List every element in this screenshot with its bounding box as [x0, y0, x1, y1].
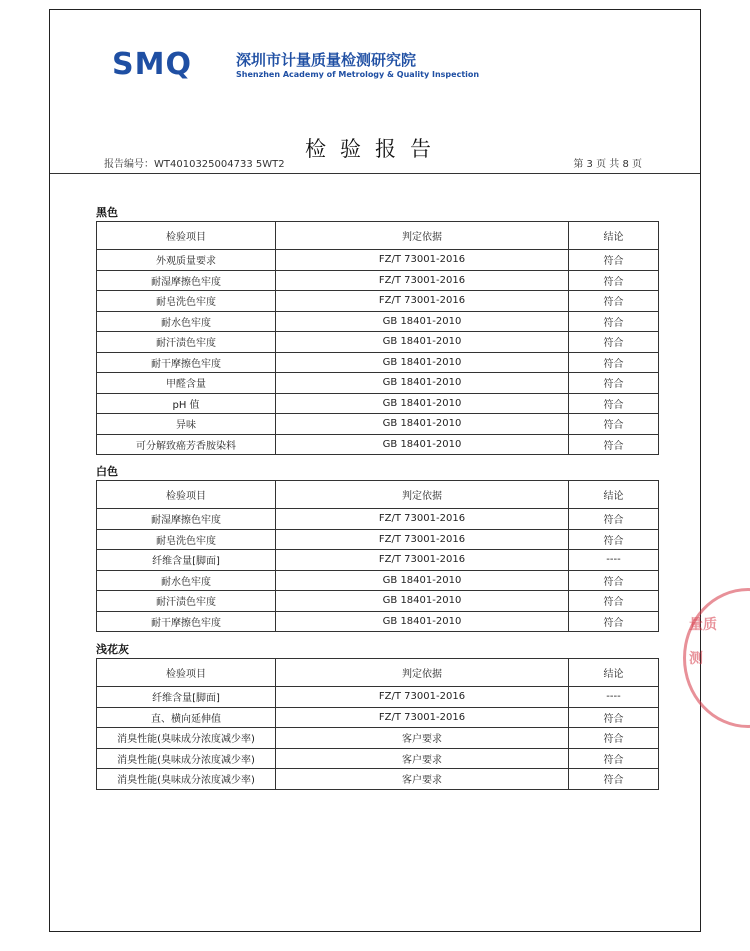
cell-conclusion: 符合 [569, 291, 659, 312]
report-title: 检验报告 [305, 137, 445, 161]
table-row [97, 332, 659, 353]
table-row [97, 311, 659, 332]
section-black [96, 205, 656, 455]
cell-item: 耐干摩擦色牢度 [97, 611, 276, 632]
col-header-basis: 判定依据 [276, 659, 569, 687]
table-row [97, 591, 659, 612]
col-header-conclusion: 结论 [569, 659, 659, 687]
cell-item: 耐水色牢度 [97, 311, 276, 332]
cell-basis: GB 18401-2010 [276, 414, 569, 435]
cell-basis: FZ/T 73001-2016 [276, 250, 569, 271]
cell-basis: FZ/T 73001-2016 [276, 707, 569, 728]
cell-basis: 客户要求 [276, 748, 569, 769]
cell-item: 消臭性能(臭味成分浓度减少率) [97, 728, 276, 749]
col-header-basis: 判定依据 [276, 222, 569, 250]
cell-basis: GB 18401-2010 [276, 311, 569, 332]
cell-basis: 客户要求 [276, 728, 569, 749]
table-row [97, 414, 659, 435]
table-row [97, 550, 659, 571]
cell-conclusion: 符合 [569, 529, 659, 550]
col-header-item: 检验项目 [97, 222, 276, 250]
cell-basis: GB 18401-2010 [276, 434, 569, 455]
cell-conclusion: 符合 [569, 393, 659, 414]
table-row [97, 570, 659, 591]
cell-basis: FZ/T 73001-2016 [276, 529, 569, 550]
cell-conclusion: 符合 [569, 570, 659, 591]
cell-basis: GB 18401-2010 [276, 373, 569, 394]
col-header-conclusion: 结论 [569, 481, 659, 509]
cell-item: 消臭性能(臭味成分浓度减少率) [97, 769, 276, 790]
table-row [97, 769, 659, 790]
cell-basis: GB 18401-2010 [276, 332, 569, 353]
table-header-row [97, 659, 659, 687]
section-title: 浅花灰 [96, 643, 129, 656]
report-page [49, 9, 717, 932]
table-header-row [97, 222, 659, 250]
table-row [97, 352, 659, 373]
cell-conclusion: 符合 [569, 250, 659, 271]
red-seal-stamp [683, 588, 750, 728]
table-row [97, 373, 659, 394]
cell-conclusion: 符合 [569, 728, 659, 749]
cell-conclusion: 符合 [569, 332, 659, 353]
cell-item: 耐汗渍色牢度 [97, 591, 276, 612]
col-header-item: 检验项目 [97, 481, 276, 509]
cell-item: 消臭性能(臭味成分浓度减少率) [97, 748, 276, 769]
cell-item: 耐汗渍色牢度 [97, 332, 276, 353]
table-row [97, 393, 659, 414]
cell-basis: 客户要求 [276, 769, 569, 790]
header-divider [50, 173, 700, 174]
cell-item: 耐湿摩擦色牢度 [97, 509, 276, 530]
section-light-heather-grey [96, 642, 656, 790]
stamp-text: 量质测 [689, 617, 717, 667]
org-name-en: Shenzhen Academy of Metrology & Quality Inspection [236, 70, 480, 79]
section-title: 白色 [96, 465, 118, 478]
cell-conclusion: 符合 [569, 611, 659, 632]
table-row [97, 509, 659, 530]
cell-basis: GB 18401-2010 [276, 570, 569, 591]
cell-conclusion: 符合 [569, 748, 659, 769]
cell-item: 异味 [97, 414, 276, 435]
table-row [97, 748, 659, 769]
cell-item: 纤维含量[脚面] [97, 550, 276, 571]
cell-conclusion: 符合 [569, 769, 659, 790]
cell-item: 纤维含量[脚面] [97, 687, 276, 708]
cell-conclusion: ---- [569, 550, 659, 571]
org-name-cn: 深圳市计量质量检测研究院 [236, 51, 417, 69]
cell-item: pH 值 [97, 393, 276, 414]
table-row [97, 250, 659, 271]
cell-item: 直、横向延伸值 [97, 707, 276, 728]
inspection-table [96, 658, 659, 790]
cell-basis: FZ/T 73001-2016 [276, 550, 569, 571]
inspection-table [96, 221, 659, 455]
page-number: 第 3 页 共 8 页 [573, 159, 642, 170]
cell-basis: FZ/T 73001-2016 [276, 509, 569, 530]
cell-basis: GB 18401-2010 [276, 611, 569, 632]
cell-basis: GB 18401-2010 [276, 591, 569, 612]
table-row [97, 434, 659, 455]
cell-conclusion: 符合 [569, 373, 659, 394]
table-row [97, 291, 659, 312]
cell-conclusion: 符合 [569, 311, 659, 332]
cell-item: 耐皂洗色牢度 [97, 291, 276, 312]
table-row [97, 611, 659, 632]
smq-logo-mark: SMQ [112, 47, 192, 82]
cell-item: 耐湿摩擦色牢度 [97, 270, 276, 291]
cell-basis: FZ/T 73001-2016 [276, 687, 569, 708]
cell-basis: GB 18401-2010 [276, 393, 569, 414]
table-row [97, 728, 659, 749]
cell-item: 耐干摩擦色牢度 [97, 352, 276, 373]
cell-basis: FZ/T 73001-2016 [276, 270, 569, 291]
col-header-item: 检验项目 [97, 659, 276, 687]
table-row [97, 707, 659, 728]
section-title: 黑色 [96, 206, 118, 219]
cell-conclusion: 符合 [569, 414, 659, 435]
col-header-basis: 判定依据 [276, 481, 569, 509]
cell-conclusion: 符合 [569, 509, 659, 530]
cell-item: 甲醛含量 [97, 373, 276, 394]
table-row [97, 529, 659, 550]
table-header-row [97, 481, 659, 509]
cell-conclusion: 符合 [569, 434, 659, 455]
cell-item: 可分解致癌芳香胺染料 [97, 434, 276, 455]
cell-conclusion: 符合 [569, 591, 659, 612]
cell-conclusion: 符合 [569, 352, 659, 373]
table-row [97, 270, 659, 291]
cell-basis: GB 18401-2010 [276, 352, 569, 373]
inspection-table [96, 480, 659, 632]
cell-conclusion: ---- [569, 687, 659, 708]
col-header-conclusion: 结论 [569, 222, 659, 250]
cell-basis: FZ/T 73001-2016 [276, 291, 569, 312]
cell-item: 耐皂洗色牢度 [97, 529, 276, 550]
cell-item: 耐水色牢度 [97, 570, 276, 591]
section-white [96, 464, 656, 632]
cell-item: 外观质量要求 [97, 250, 276, 271]
table-row [97, 687, 659, 708]
cell-conclusion: 符合 [569, 270, 659, 291]
cell-conclusion: 符合 [569, 707, 659, 728]
report-number: 报告编号：WT4010325004733 5WT2 [104, 159, 285, 170]
